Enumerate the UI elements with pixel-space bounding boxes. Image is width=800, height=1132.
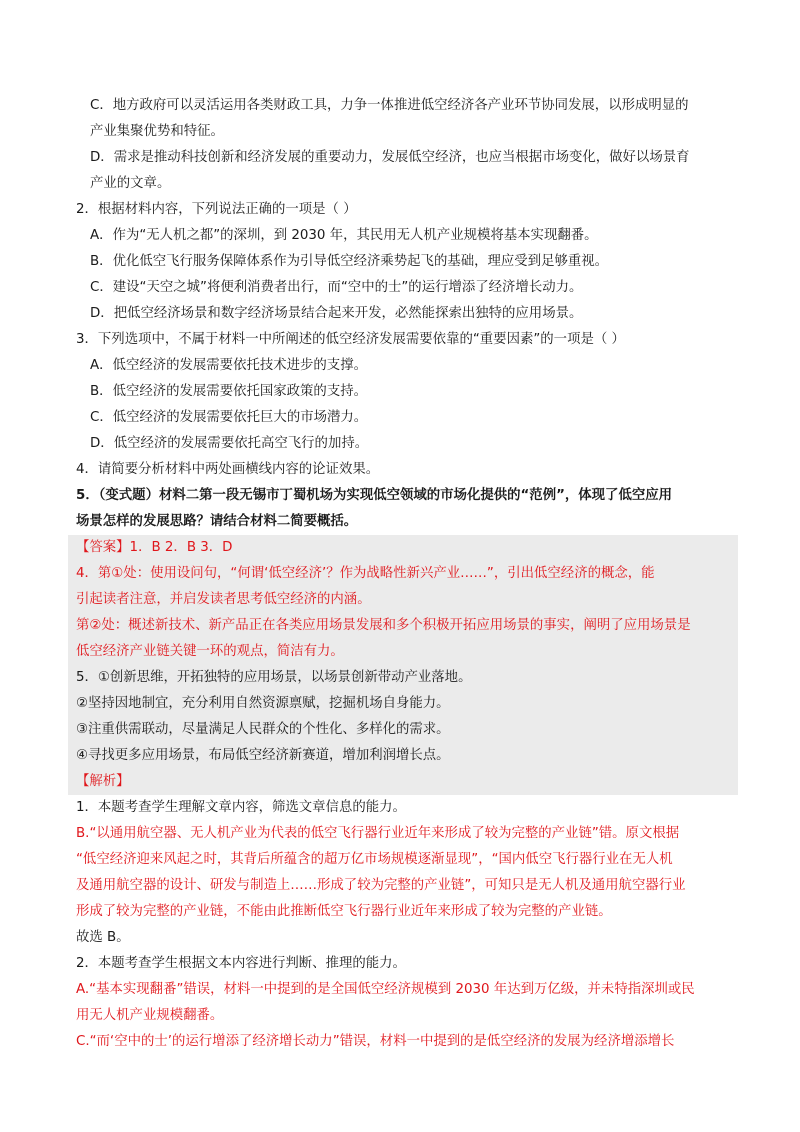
analysis-p2-line2: 用无人机产业规模翻番。 [76, 1008, 224, 1023]
q1-option-c-line1: C．地方政府可以灵活运用各类财政工具，力争一体推进低空经济各产业环节协同发展，以形成明显的 [90, 98, 689, 113]
analysis-p1-line4: 形成了较为完整的产业链，不能由此推断低空飞行器行业近年来形成了较为完整的产业链。 [76, 904, 612, 919]
document-content [76, 93, 726, 1055]
q1-option-c-line2: 产业集聚优势和特征。 [90, 124, 224, 139]
q3-option-c: C．低空经济的发展需要依托巨大的市场潜力。 [90, 410, 368, 425]
analysis-p2-line3: C.“而‘空中的士’的运行增添了经济增长动力”错误，材料一中提到的是低空经济的发展为经济增添增长 [76, 1034, 675, 1049]
analysis-p1-conclusion: 故选 B。 [76, 930, 130, 945]
q4-stem: 4．请简要分析材料中两处画横线内容的论证效果。 [76, 462, 380, 477]
q3-option-d: D．低空经济的发展需要依托高空飞行的加持。 [90, 436, 369, 451]
analysis-p1-line1: B.“以通用航空器、无人机产业为代表的低空飞行器行业近年来形成了较为完整的产业链”错。原文根据 [76, 826, 680, 841]
analysis-p1: 1．本题考查学生理解文章内容，筛选文章信息的能力。 [76, 800, 406, 815]
q2-option-a: A．作为“无人机之都”的深圳，到 2030 年，其民用无人机产业规模将基本实现翻番。 [90, 228, 598, 243]
q1-option-d-line2: 产业的文章。 [90, 176, 171, 191]
answer-4-line4: 低空经济产业链关键一环的观点，简洁有力。 [76, 644, 344, 659]
answer-4-line3: 第②处：概述新技术、新产品正在各类应用场景发展和多个积极开拓应用场景的事实，阐明了应用场景是 [76, 618, 691, 633]
answer-4-line2: 引起读者注意，并启发读者思考低空经济的内涵。 [76, 592, 371, 607]
q3-stem: 3．下列选项中，不属于材料一中所阐述的低空经济发展需要依靠的“重要因素”的一项是（ ） [76, 332, 625, 347]
answer-4-line1: 4．第①处：使用设问句，“何谓‘低空经济’？作为战略性新兴产业……”，引出低空经济的概念，能 [76, 566, 655, 581]
answer-choices: 【答案】1．B 2．B 3．D [76, 540, 233, 555]
q1-option-d-line1: D．需求是推动科技创新和经济发展的重要动力，发展低空经济，也应当根据市场变化，做好以场景育 [90, 150, 690, 165]
analysis-p2: 2．本题考查学生根据文本内容进行判断、推理的能力。 [76, 956, 406, 971]
q2-option-d: D．把低空经济场景和数字经济场景结合起来开发，必然能探索出独特的应用场景。 [90, 306, 583, 321]
answer-5-line2: ②坚持因地制宜，充分利用自然资源禀赋，挖掘机场自身能力。 [76, 696, 450, 711]
analysis-p1-line3: 及通用航空器的设计、研发与制造上……形成了较为完整的产业链”，可知只是无人机及通用航空器行业 [76, 878, 686, 893]
answer-5-line1: 5．①创新思维，开拓独特的应用场景，以场景创新带动产业落地。 [76, 670, 472, 685]
analysis-p1-line2: “低空经济迎来风起之时，其背后所蕴含的超万亿市场规模逐渐显现”，“国内低空飞行器行业在无人机 [76, 852, 673, 867]
q2-stem: 2．根据材料内容，下列说法正确的一项是（ ） [76, 202, 357, 217]
analysis-label: 【解析】 [76, 774, 130, 789]
answer-5-line4: ④寻找更多应用场景，布局低空经济新赛道，增加利润增长点。 [76, 748, 450, 763]
q2-option-b: B．优化低空飞行服务保障体系作为引导低空经济乘势起飞的基础，理应受到足够重视。 [90, 254, 609, 269]
q5-stem-line2: 场景怎样的发展思路？请结合材料二简要概括。 [76, 514, 358, 529]
q5-stem-line1: 5．（变式题）材料二第一段无锡市丁蜀机场为实现低空领域的市场化提供的“范例”，体现了低空应用 [76, 488, 673, 503]
q2-option-c: C．建设“天空之城”将便利消费者出行，而“空中的士”的运行增添了经济增长动力。 [90, 280, 583, 295]
answer-section [68, 535, 738, 795]
analysis-p2-line1: A.“基本实现翻番”错误，材料一中提到的是全国低空经济规模到 2030 年达到万亿级，并未特指深圳或民 [76, 982, 695, 997]
answer-5-line3: ③注重供需联动，尽量满足人民群众的个性化、多样化的需求。 [76, 722, 450, 737]
q3-option-b: B．低空经济的发展需要依托国家政策的支持。 [90, 384, 367, 399]
q3-option-a: A．低空经济的发展需要依托技术进步的支撑。 [90, 358, 367, 373]
